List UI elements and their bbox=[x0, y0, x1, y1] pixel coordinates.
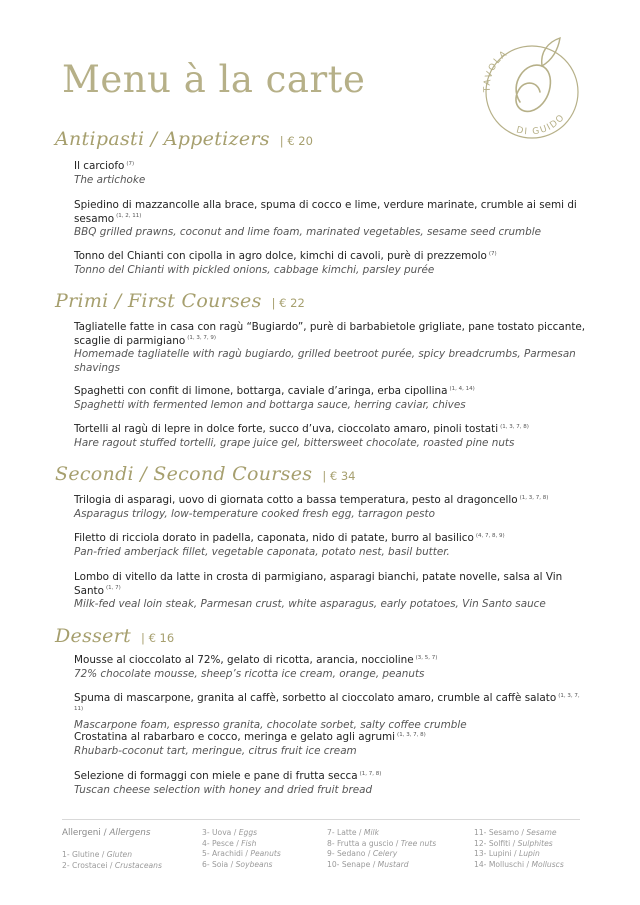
menu-item bbox=[74, 770, 589, 797]
allergens-column bbox=[202, 828, 281, 870]
dish-name-italian: Filetto di ricciola dorato in padella, caponata, nido di patate, burro al basilico $^{(4, 7, 8, 9)}$ bbox=[74, 532, 505, 544]
dish-name-italian: Tonno del Chianti con cipolla in agro dolce, kimchi di cavoli, purè di prezzemolo $^{(7)}$ bbox=[74, 250, 497, 262]
dish-name-english: Tonno del Chianti with pickled onions, cabbage kimchi, parsley purée bbox=[74, 263, 435, 276]
section-antipasti-header bbox=[55, 128, 313, 150]
allergens-column bbox=[327, 828, 436, 870]
allergen-item: 4- Pesce / Fish bbox=[202, 838, 257, 848]
allergens-legend bbox=[62, 819, 580, 870]
allergen-codes: (1, 3, 7, 8) bbox=[500, 423, 529, 430]
menu-item bbox=[74, 423, 589, 450]
svg-text:DI GUIDO bbox=[515, 112, 567, 137]
dish-name-english: Pan-fried amberjack fillet, vegetable caponata, potato nest, basil butter. bbox=[74, 545, 450, 558]
dish-name-italian: Tortelli al ragù di lepre in dolce forte, succo d’uva, cioccolato amaro, pinoli tostati $^{(1, 3, 7, 8)}$ bbox=[74, 423, 529, 435]
dish-name-english: Homemade tagliatelle with ragù bugiardo, grilled beetroot purée, spicy breadcrumbs, Parmesan shavings bbox=[74, 348, 576, 374]
allergen-item: 2- Crostacei / Crustaceans bbox=[62, 860, 162, 870]
allergen-codes: (1, 3, 7, 8) bbox=[397, 731, 426, 738]
allergen-codes: (1, 3, 7, 8) bbox=[519, 494, 549, 501]
menu-item bbox=[74, 250, 589, 277]
menu-item bbox=[74, 731, 589, 758]
allergen-codes: (7) bbox=[126, 160, 135, 167]
allergen-codes: (1, 4, 14) bbox=[449, 385, 475, 392]
allergen-item: 13- Lupini / Lupin bbox=[474, 849, 540, 859]
dish-name-english: Tuscan cheese selection with honey and dried fruit bread bbox=[74, 783, 373, 796]
section-title: Antipasti / Appetizers bbox=[55, 128, 270, 150]
dish-name-italian: Mousse al cioccolato al 72%, gelato di ricotta, arancia, noccioline $^{(3, 5, 7)}$ bbox=[74, 654, 438, 666]
dish-name-italian: Selezione di formaggi con miele e pane di frutta secca $^{(1, 7, 8)}$ bbox=[74, 770, 382, 782]
section-price: | € 20 bbox=[279, 134, 313, 148]
allergens-column bbox=[62, 850, 162, 871]
dish-name-english: BBQ grilled prawns, coconut and lime foam, marinated vegetables, sesame seed crumble bbox=[74, 226, 542, 238]
dish-name-italian: Spiedino di mazzancolle alla brace, spuma di cocco e lime, verdure marinate, crumble ai semi di sesamo $^{(1, 2, 11)}$ bbox=[74, 199, 577, 225]
allergen-item: 3- Uova / Eggs bbox=[202, 828, 258, 837]
dish-name-english: Asparagus trilogy, low-temperature cooked fresh egg, tarragon pesto bbox=[74, 507, 435, 520]
allergen-item: 10- Senape / Mustard bbox=[327, 859, 409, 869]
svg-text:TAVOLA bbox=[483, 49, 510, 94]
dish-name-italian: Crostatina al rabarbaro e cocco, meringa e gelato agli agrumi $^{(1, 3, 7, 8)}$ bbox=[74, 731, 426, 743]
allergen-item: 6- Soia / Soybeans bbox=[202, 859, 273, 869]
menu-item bbox=[74, 532, 589, 559]
allergen-item: 14- Molluschi / Molluscs bbox=[474, 859, 564, 869]
menu-item bbox=[74, 571, 589, 612]
dish-name-italian: Lombo di vitello da latte in crosta di parmigiano, asparagi bianchi, patate novelle, salsa al Vin Santo $^{(1, 7)}$ bbox=[74, 571, 563, 597]
section-price: | € 16 bbox=[141, 631, 175, 645]
dish-name-english: Rhubarb-coconut tart, meringue, citrus fruit ice cream bbox=[74, 744, 357, 757]
allergen-codes: (1, 7) bbox=[105, 585, 121, 592]
allergen-item: 5- Arachidi / Peanuts bbox=[202, 849, 281, 859]
dish-name-italian: Tagliatelle fatte in casa con ragù “Bugiardo”, purè di barbabietole grigliate, pane tostato piccante, scaglie di parmigiano $^{(1, 3, 7, 9)}$ bbox=[74, 321, 586, 347]
page-title: Menu à la carte bbox=[62, 58, 366, 101]
dish-name-english: The artichoke bbox=[74, 173, 146, 186]
dish-name-italian: Spaghetti con confit di limone, bottarga, caviale d’aringa, erba cipollina $^{(1, 4, 14)}$ bbox=[74, 385, 475, 397]
dish-name-italian: Spuma di mascarpone, granita al caffè, sorbetto al cioccolato amaro, crumble al caffè salato $^{(1, 3, 7, 11)}$ bbox=[74, 692, 580, 713]
logo-text-top: TAVOLA bbox=[482, 48, 510, 93]
menu-item bbox=[74, 654, 589, 681]
dish-name-english: Mascarpone foam, espresso granita, chocolate sorbet, salty coffee crumble bbox=[74, 719, 467, 731]
dish-name-english: Milk-fed veal loin steak, Parmesan crust, white asparagus, early potatoes, Vin Santo sauce bbox=[74, 598, 546, 610]
dish-name-english: 72% chocolate mousse, sheep’s ricotta ice cream, orange, peanuts bbox=[74, 667, 425, 680]
allergen-codes: (1, 3, 7, 11) bbox=[74, 692, 580, 713]
menu-item bbox=[74, 692, 589, 733]
menu-item bbox=[74, 160, 589, 187]
section-price: | € 22 bbox=[271, 296, 305, 310]
allergens-title: Allergeni / Allergens bbox=[62, 828, 151, 838]
allergen-item: 9- Sedano / Celery bbox=[327, 849, 398, 859]
allergen-item: 12- Solfiti / Sulphites bbox=[474, 838, 553, 848]
allergen-codes: (3, 5, 7) bbox=[415, 654, 438, 661]
logo-text-bottom: DI GUIDO bbox=[515, 112, 568, 138]
allergen-codes: (7) bbox=[488, 250, 497, 257]
dish-name-italian: Trilogia di asparagi, uovo di giornata cotto a bassa temperatura, pesto al dragoncello $^{(1, 3, 7, 8)}$ bbox=[74, 494, 549, 506]
allergen-item: 11- Sesamo / Sesame bbox=[474, 828, 557, 837]
tavola-di-guido-logo bbox=[470, 22, 588, 140]
menu-item bbox=[74, 321, 589, 375]
allergen-codes: (1, 3, 7, 9) bbox=[187, 335, 216, 342]
dish-name-italian: Il carciofo $^{(7)}$ bbox=[74, 160, 135, 172]
allergens-column bbox=[474, 828, 564, 870]
menu-item bbox=[74, 385, 589, 412]
allergen-item: 8- Frutta a guscio / Tree nuts bbox=[327, 838, 437, 848]
allergen-codes: (4, 7, 8, 9) bbox=[475, 532, 505, 539]
menu-item bbox=[74, 199, 589, 240]
menu-item bbox=[74, 494, 589, 521]
allergen-item: 7- Latte / Milk bbox=[327, 828, 380, 837]
section-title: Dessert bbox=[55, 625, 132, 647]
section-price: | € 34 bbox=[322, 469, 356, 483]
dish-name-english: Hare ragout stuffed tortelli, grape juice gel, bittersweet chocolate, roasted pine nuts bbox=[74, 436, 515, 449]
section-dessert-header bbox=[55, 625, 174, 647]
section-title: Secondi / Second Courses bbox=[55, 463, 313, 485]
allergen-item: 1- Glutine / Gluten bbox=[62, 850, 133, 859]
section-primi-header bbox=[55, 290, 305, 312]
allergen-codes: (1, 7, 8) bbox=[359, 770, 382, 777]
dish-name-english: Spaghetti with fermented lemon and bottarga sauce, herring caviar, chives bbox=[74, 398, 466, 411]
section-title: Primi / First Courses bbox=[55, 290, 262, 312]
section-secondi-header bbox=[55, 463, 355, 485]
allergen-codes: (1, 2, 11) bbox=[116, 213, 142, 220]
